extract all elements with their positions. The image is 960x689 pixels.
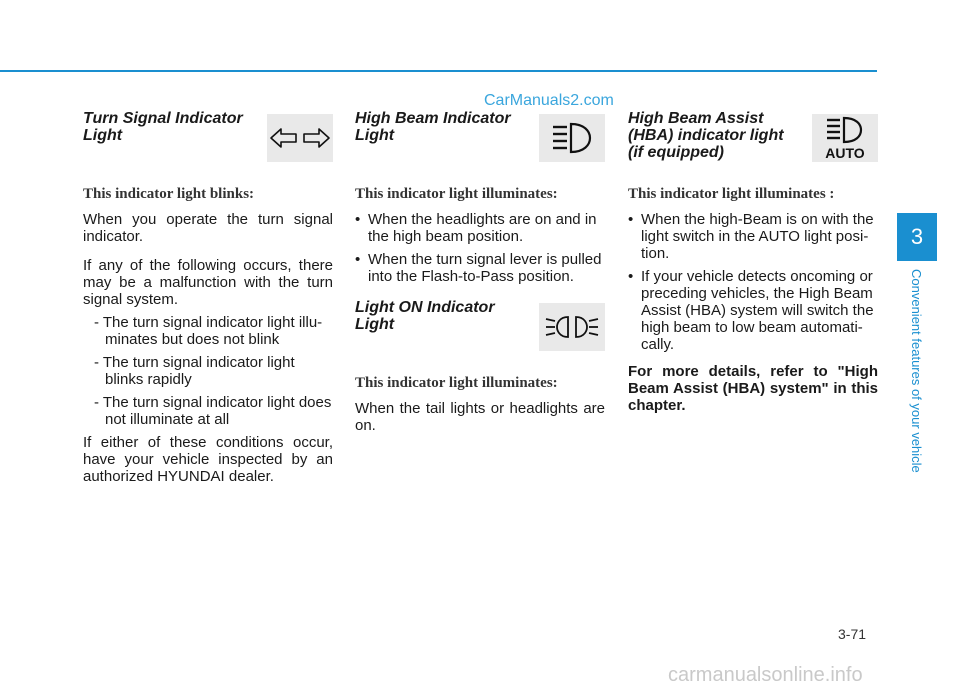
malfunction-item: - The turn signal indicator light does not illuminate at all bbox=[94, 394, 332, 428]
hba-subhead: This indicator light illuminates : bbox=[628, 186, 835, 202]
light-on-subhead: This indicator light illuminates: bbox=[355, 375, 558, 391]
watermark-top: CarManuals2.com bbox=[484, 92, 614, 109]
list-item: • When the high-Beam is on with the light switch in the AUTO light posi-tion. bbox=[628, 211, 878, 262]
light-on-title: Light ON Indicator Light bbox=[355, 299, 495, 333]
column-hba bbox=[628, 110, 878, 426]
page-number: 3-71 bbox=[838, 626, 867, 642]
hba-note: For more details, refer to "High Beam Assist (HBA) system" in this chapter. bbox=[628, 363, 878, 414]
column-turn-signal bbox=[83, 110, 333, 497]
list-item: • If your vehicle detects oncoming or preceding vehicles, the High Beam Assist (HBA) system will switch the high beam to low beam automati-cally. bbox=[628, 268, 878, 353]
watermark-bottom: carmanualsonline.info bbox=[668, 664, 863, 686]
header-rule bbox=[0, 70, 877, 72]
chapter-side-title-text: Convenient features of your vehicle bbox=[909, 269, 924, 473]
malfunction-item: - The turn signal indicator light blinks rapidly bbox=[94, 354, 295, 388]
chapter-side-title bbox=[906, 269, 926, 491]
high-beam-icon bbox=[539, 114, 605, 162]
high-beam-subhead: This indicator light illuminates: bbox=[355, 186, 558, 202]
high-beam-title: High Beam Indicator Light bbox=[355, 110, 511, 144]
list-item: • When the turn signal lever is pulled into the Flash-to-Pass position. bbox=[355, 251, 605, 285]
turn-signal-arrows-icon bbox=[267, 114, 333, 162]
light-on-heading bbox=[355, 299, 605, 363]
turn-signal-subhead: This indicator light blinks: bbox=[83, 186, 255, 202]
chapter-tab: 3 bbox=[897, 213, 937, 261]
high-beam-heading bbox=[355, 110, 605, 174]
hba-heading bbox=[628, 110, 878, 174]
list-item: • When the headlights are on and in the high beam position. bbox=[355, 211, 605, 245]
malfunction-item: - The turn signal indicator light illu-minates but does not blink bbox=[94, 314, 323, 348]
turn-signal-p1: When you operate the turn signal indicator. bbox=[83, 211, 333, 245]
hba-auto-label: AUTO bbox=[825, 145, 865, 160]
turn-signal-heading bbox=[83, 110, 333, 174]
hba-list bbox=[628, 211, 878, 353]
high-beam-list bbox=[355, 211, 605, 285]
hba-auto-icon bbox=[812, 114, 878, 162]
hba-title: High Beam Assist (HBA) indicator light (if equipped) bbox=[628, 110, 784, 161]
light-on-p1: When the tail lights or headlights are on. bbox=[355, 400, 605, 434]
turn-signal-title: Turn Signal Indicator Light bbox=[83, 110, 243, 144]
light-on-icon bbox=[539, 303, 605, 351]
column-high-beam bbox=[355, 110, 605, 446]
turn-signal-p2: If any of the following occurs, there may be a malfunction with the turn signal system. bbox=[83, 257, 333, 308]
turn-signal-p3: If either of these conditions occur, have your vehicle inspected by an authorized HYUNDAI dealer. bbox=[83, 434, 333, 485]
